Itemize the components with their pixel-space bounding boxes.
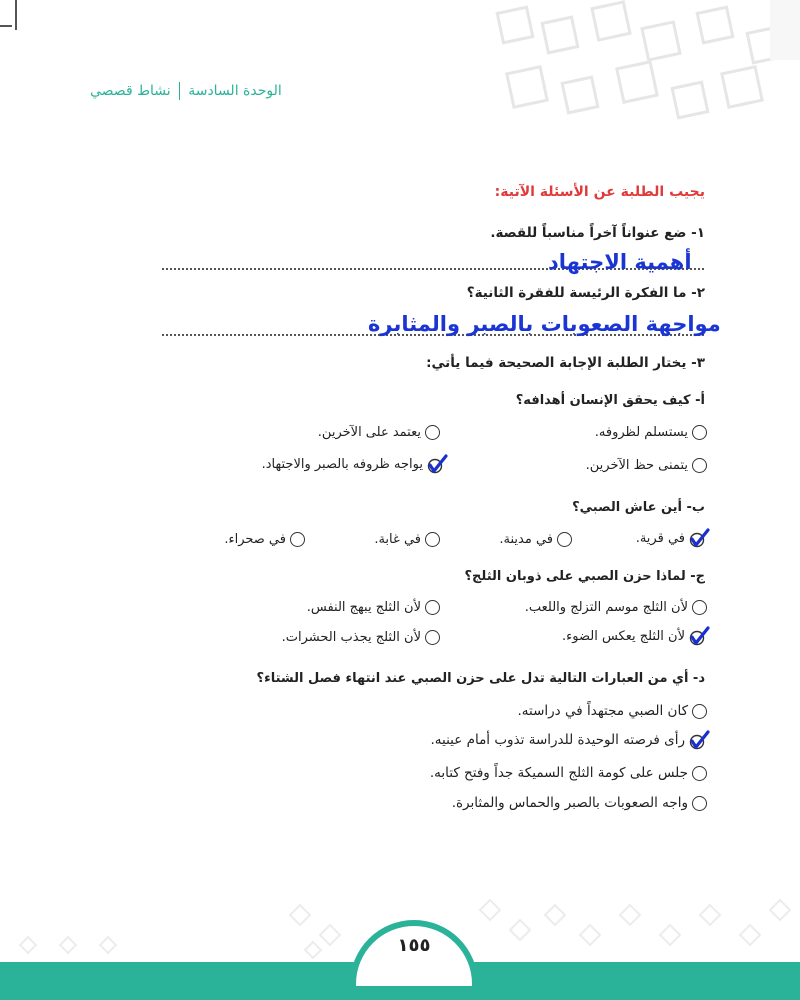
option-label: لأن الثلج موسم التزلج واللعب. <box>524 600 688 615</box>
question-3d: د- أي من العبارات التالية تدل على حزن الصبي عند انتهاء فصل الشتاء؟ <box>256 671 705 686</box>
option-label: كان الصبي مجتهداً في دراسته. <box>517 703 688 719</box>
radio-icon[interactable] <box>557 532 572 547</box>
option-label: لأن الثلج يعكس الضوء. <box>562 628 685 644</box>
answer-1: أهمية الاجتهاد <box>548 250 692 274</box>
option-3b-3[interactable] <box>374 532 440 547</box>
question-1: ١- ضع عنواناً آخراً مناسباً للقصة. <box>490 225 705 241</box>
option-label: يعتمد على الآخرين. <box>317 425 421 440</box>
option-label: في صحراء. <box>224 532 286 547</box>
option-label: رأى فرصته الوحيدة للدراسة تذوب أمام عينيه. <box>430 732 685 748</box>
option-label: في قرية. <box>635 530 685 546</box>
checkmark-icon[interactable] <box>427 456 445 472</box>
page-header <box>90 82 282 100</box>
crop-mark <box>0 25 12 27</box>
radio-icon[interactable] <box>692 796 707 811</box>
option-3b-4[interactable] <box>224 532 305 547</box>
option-3d-3[interactable] <box>430 765 707 781</box>
radio-icon[interactable] <box>692 458 707 473</box>
unit-title: الوحدة السادسة <box>188 83 282 99</box>
question-3: ٣- يختار الطلبة الإجابة الصحيحة فيما يأتي: <box>426 355 705 371</box>
radio-icon[interactable] <box>692 600 707 615</box>
checkmark-icon[interactable] <box>689 628 707 644</box>
option-label: واجه الصعوبات بالصبر والحماس والمثابرة. <box>451 795 688 811</box>
option-3c-2[interactable] <box>307 600 440 615</box>
radio-icon[interactable] <box>692 425 707 440</box>
instructions: يجيب الطلبة عن الأسئلة الآتية: <box>494 184 705 200</box>
question-3a: أ- كيف يحقق الإنسان أهدافه؟ <box>515 393 705 408</box>
answer-2: مواجهة الصعوبات بالصبر والمثابرة <box>368 312 721 336</box>
option-3c-3-selected[interactable] <box>562 628 707 644</box>
option-3d-1[interactable] <box>518 703 708 719</box>
question-3b: ب- أين عاش الصبي؟ <box>572 500 705 515</box>
option-3b-2[interactable] <box>499 532 572 547</box>
section-title: نشاط قصصي <box>90 83 171 99</box>
option-3a-1[interactable] <box>595 425 707 440</box>
option-3a-4-selected[interactable] <box>262 456 445 472</box>
option-label: لأن الثلج يجذب الحشرات. <box>281 630 421 645</box>
page-number: ١٥٥ <box>350 920 478 986</box>
option-label: يستسلم لظروفه. <box>594 425 688 440</box>
decorative-pattern <box>470 0 800 140</box>
radio-icon[interactable] <box>425 630 440 645</box>
question-3c: ج- لماذا حزن الصبي على ذوبان الثلج؟ <box>464 569 705 584</box>
option-3b-1-selected[interactable] <box>636 530 707 546</box>
option-3a-3[interactable] <box>586 458 707 473</box>
option-label: لأن الثلج يبهج النفس. <box>306 600 421 615</box>
checkmark-icon[interactable] <box>689 732 707 748</box>
option-3c-1[interactable] <box>525 600 707 615</box>
checkmark-icon[interactable] <box>689 530 707 546</box>
option-3d-4[interactable] <box>452 795 707 811</box>
option-3c-4[interactable] <box>282 630 440 645</box>
crop-mark <box>15 0 17 30</box>
option-label: يواجه ظروفه بالصبر والاجتهاد. <box>261 456 423 472</box>
question-2: ٢- ما الفكرة الرئيسة للفقرة الثانية؟ <box>466 285 705 301</box>
radio-icon[interactable] <box>425 425 440 440</box>
radio-icon[interactable] <box>425 532 440 547</box>
radio-icon[interactable] <box>692 766 707 781</box>
header-divider <box>179 82 181 100</box>
radio-icon[interactable] <box>290 532 305 547</box>
radio-icon[interactable] <box>692 704 707 719</box>
option-label: في مدينة. <box>499 532 553 547</box>
option-3a-2[interactable] <box>318 425 440 440</box>
option-3d-2-selected[interactable] <box>431 732 708 748</box>
option-label: جلس على كومة الثلج السميكة جداً وفتح كتابه. <box>429 765 688 781</box>
option-label: في غابة. <box>374 532 421 547</box>
option-label: يتمنى حظ الآخرين. <box>585 458 688 473</box>
radio-icon[interactable] <box>425 600 440 615</box>
